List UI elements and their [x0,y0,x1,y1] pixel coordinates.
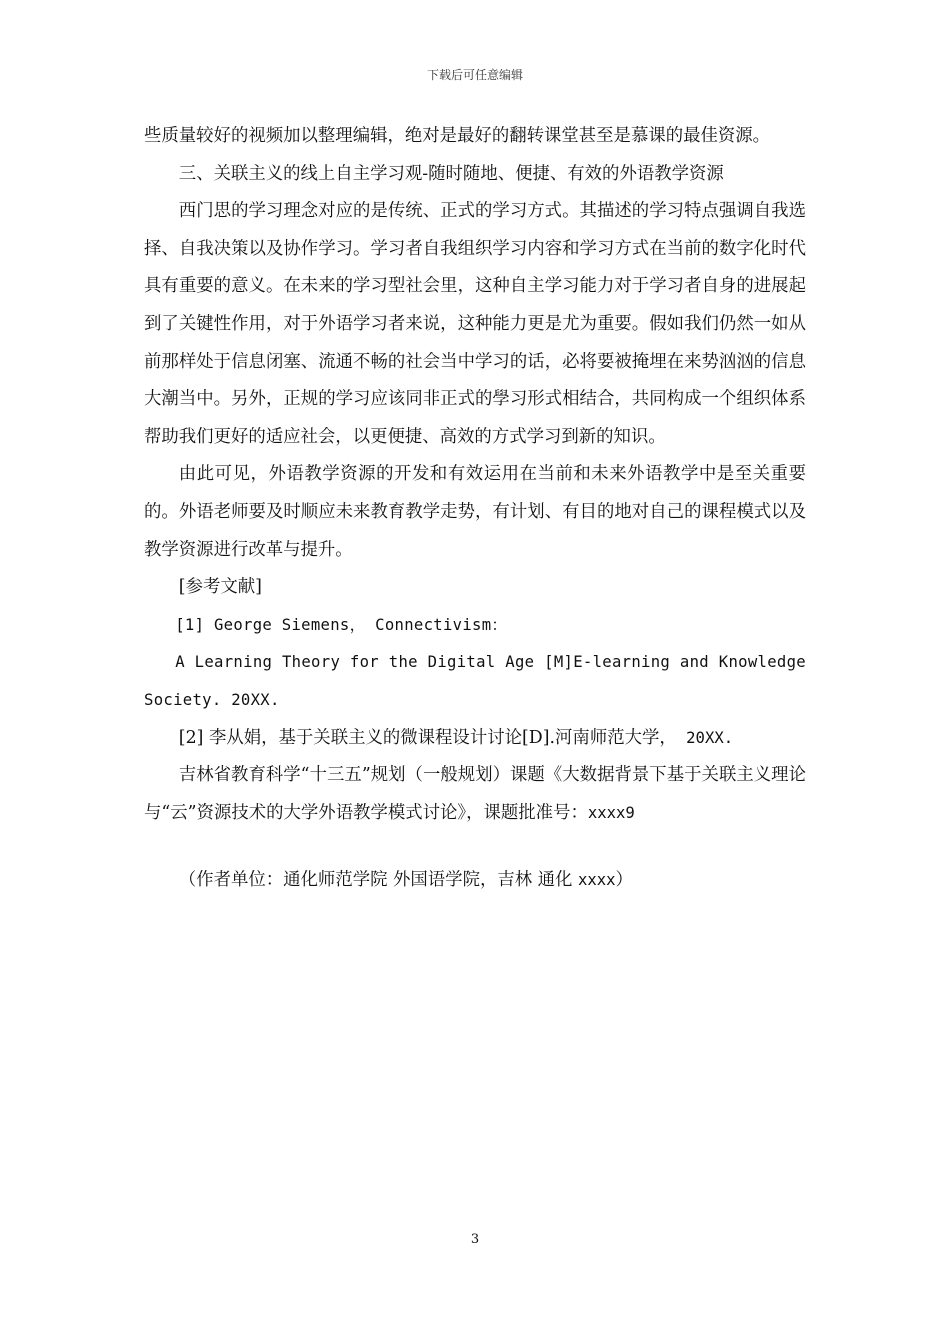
author-postcode: xxxx [577,871,616,890]
author-affiliation [144,862,806,900]
funding-code: xxxx9 [587,803,635,822]
page-header: 下载后可任意编辑 [426,68,523,82]
reference-1-line-1: [1] George Siemens， Connectivism： [175,615,508,634]
document-body [144,118,806,900]
reference-2-year: 20XX. [676,728,734,747]
reference-1-line-2: A Learning Theory for the Digital Age [M]E-learning and Knowledge Society. 20XX. [144,653,806,709]
references-heading: [参考文献] [178,577,262,598]
reference-2-text: [2] 李从娟，基于关联主义的微课程设计讨论[D].河南师范大学， [178,727,677,748]
funding-note [144,757,806,832]
author-prefix: （作者单位：通化师范学院 外国语学院，吉林 通化 [178,870,578,891]
spacer [144,832,806,862]
paragraph-continuation: 些质量较好的视频加以整理编辑，绝对是最好的翻转课堂甚至是慕课的最佳资源。 [144,126,771,146]
page-number: 3 [470,1232,480,1247]
paragraph-conclusion: 由此可见，外语教学资源的开发和有效运用在当前和未来外语教学中是至关重要的。外语老师要及时顺应未来教育教学走势，有计划、有目的地对自己的课程模式以及教学资源进行改革与提升。 [144,464,806,560]
author-suffix: ） [615,870,633,891]
section-heading: 三、关联主义的线上自主学习观-随时随地、便捷、有效的外语教学资源 [178,163,724,184]
funding-text: 吉林省教育科学“十三五”规划（一般规划）课题《大数据背景下基于关联主义理论与“云”资源技术的大学外语教学模式讨论》，课题批准号： [144,765,806,823]
paragraph-siemens-learning: 西门思的学习理念对应的是传统、正式的学习方式。其描述的学习特点强调自我选择、自我决策以及协作学习。学习者自我组织学习内容和学习方式在当前的数字化时代具有重要的意义。在未来的学习型社会里，这种自主学习能力对于学习者自身的进展起到了关键性作用，对于外语学习者来说，这种能力更是尤为重要。假如我们仍然一如从前那样处于信息闭塞、流通不畅的社会当中学习的话，必将要被掩埋在来势汹汹的信息大潮当中。另外，正规的学习应该同非正式的學习形式相结合，共同构成一个组织体系帮助我们更好的适应社会，以更便捷、高效的方式学习到新的知识。 [144,201,806,447]
reference-2 [144,720,806,758]
